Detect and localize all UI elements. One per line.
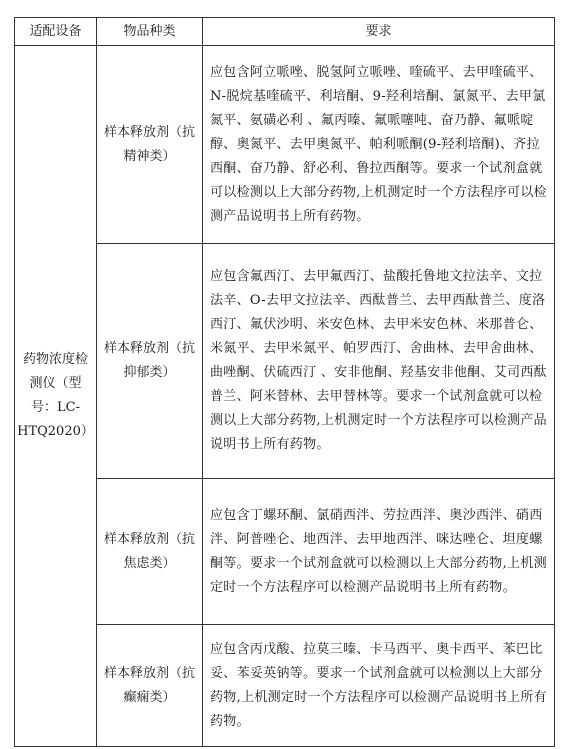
category-cell: 样本释放剂（抗抑郁类） <box>97 244 203 479</box>
category-cell: 样本释放剂（抗焦虑类） <box>97 479 203 625</box>
table-row <box>15 46 555 244</box>
header-requirement: 要求 <box>203 18 555 46</box>
requirements-table <box>14 17 555 747</box>
category-cell: 样本释放剂（抗癫痫类） <box>97 625 203 747</box>
requirement-cell: 应包含丁螺环酮、氯硝西泮、劳拉西泮、奥沙西泮、硝西泮、阿普唑仑、地西泮、去甲地西泮、咪达唑仑、坦度螺酮等。要求一个试剂盒就可以检测以上大部分药物,上机测定时一个方法程序可以检测产品说明书上所有药物。 <box>203 479 555 625</box>
device-name-cell: 药物浓度检测仪（型号：LC-HTQ2020） <box>15 46 97 747</box>
requirement-cell: 应包含氟西汀、去甲氟西汀、盐酸托鲁地文拉法辛、文拉法辛、O-去甲文拉法辛、西酞普兰、去甲西酞普兰、度洛西汀、氟伏沙明、米安色林、去甲米安色林、米那普仑、米氮平、去甲米氮平、帕罗西汀、舍曲林、去甲舍曲林、曲唑酮、伏硫西汀 、安非他酮、羟基安非他酮、艾司西酞普兰、阿米替林、去甲替林等。要求一个试剂盒就可以检测以上大部分药物,上机测定时一个方法程序可以检测产品说明书上所有药物。 <box>203 244 555 479</box>
header-category: 物品种类 <box>97 18 203 46</box>
category-cell: 样本释放剂（抗精神类） <box>97 46 203 244</box>
table-header-row <box>15 18 555 46</box>
requirement-cell: 应包含丙戊酸、拉莫三嗪、卡马西平、奥卡西平、苯巴比妥、苯妥英钠等。要求一个试剂盒就可以检测以上大部分药物,上机测定时一个方法程序可以检测产品说明书上所有药物。 <box>203 625 555 747</box>
header-device: 适配设备 <box>15 18 97 46</box>
requirement-cell: 应包含阿立哌唑、脱氢阿立哌唑、喹硫平、去甲喹硫平、N-脱烷基喹硫平、利培酮、9-羟利培酮、氯氮平、去甲氯氮平、氨磺必利 、氟丙嗪、氟哌噻吨、奋乃静、氟哌啶醇、奥氮平、去甲奥氮平、帕利哌酮(9-羟利培酮)、齐拉西酮、奋乃静、舒必利、鲁拉西酮等。要求一个试剂盒就可以检测以上大部分药物,上机测定时一个方法程序可以检测产品说明书上所有药物。 <box>203 46 555 244</box>
